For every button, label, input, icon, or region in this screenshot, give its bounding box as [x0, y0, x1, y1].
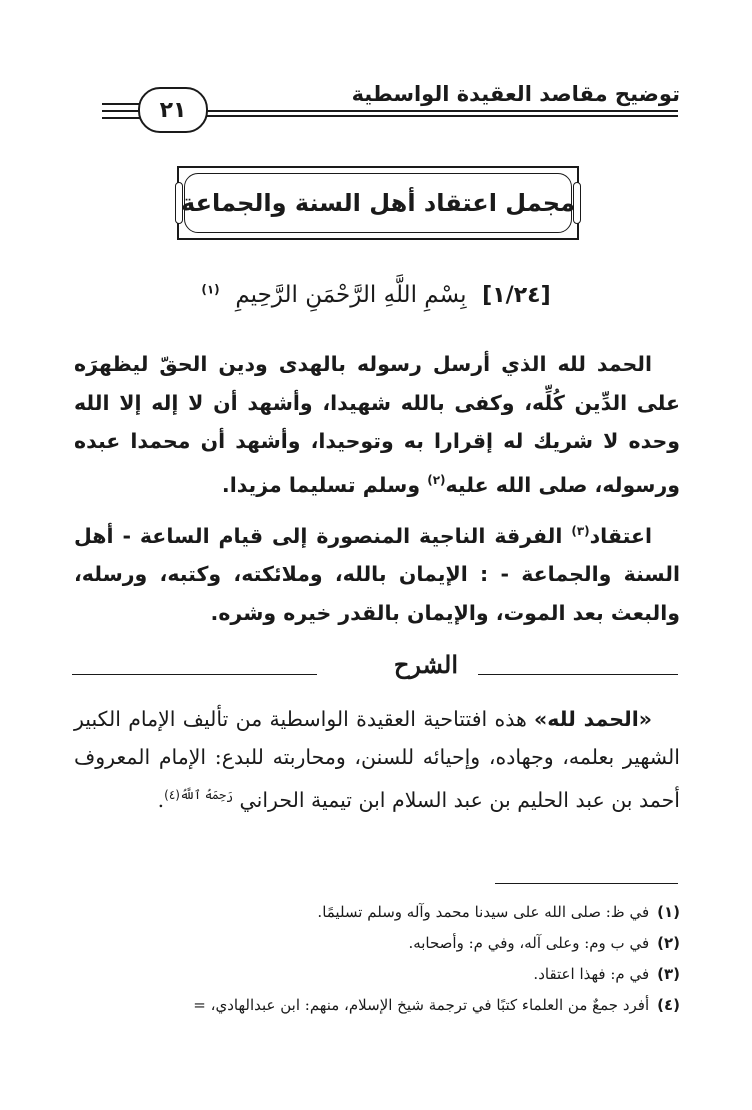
sharh-text-end: .: [157, 787, 165, 812]
footnote-text: في ب وم: وعلى آله، وفي م: وأصحابه.: [408, 934, 650, 952]
sharh-text: هذه افتتاحية العقيدة الواسطية من تأليف الإمام الكبير الشهير بعلمه، وجهاده، وإحيائه للسنن، ومحاربته للبدع: الإمام المعروف أحمد بن عبد الحليم بن عبد السلام ابن تيمية الحراني: [74, 707, 680, 812]
footnote-4: [74, 990, 680, 1021]
footnote-marker: (٢): [427, 472, 446, 487]
chapter-title-inner-frame: [181, 173, 575, 233]
footnote-text: في م: فهذا اعتقاد.: [533, 965, 650, 983]
running-title: توضيح مقاصد العقيدة الواسطية: [351, 82, 680, 106]
footnote-rule: [495, 883, 678, 884]
chapter-title: مجمل اعتقاد أهل السنة والجماعة: [181, 189, 575, 217]
footnote-2: [74, 928, 680, 959]
footnote-text: في ظ: صلى الله على سيدنا محمد وآله وسلم تسليمًا.: [317, 903, 650, 921]
matn-text-start: اعتقاد: [589, 523, 652, 548]
footnotes: [74, 897, 680, 1021]
footnote-marker: (٤): [164, 788, 180, 802]
chapter-title-frame: [177, 166, 579, 240]
matn-text-end: وسلم تسليما مزيدا.: [221, 472, 428, 497]
footnote-number: (٣): [657, 965, 680, 983]
separator-rule-right: [478, 674, 678, 675]
footnote-3: [74, 959, 680, 990]
matn-paragraph-1: [74, 345, 680, 504]
footnote-marker: (٣): [571, 524, 590, 538]
page-number: ٢١: [159, 97, 187, 123]
matn-text: الفرقة الناجية المنصورة إلى قيام الساعة - أهل السنة والجماعة - : الإيمان بالله، وملائكته، وكتبه، ورسله، والبعث بعد الموت، والإيمان بالقدر خيره وشره.: [74, 523, 680, 625]
footnote-number: (٢): [657, 934, 680, 952]
page-number-rule-left-middle: [102, 110, 142, 112]
quoted-phrase: «الحمد لله»: [534, 707, 652, 731]
page-number-rule-left-bottom: [102, 117, 142, 119]
footnote-number: (١): [657, 903, 680, 921]
sharh-paragraph: [74, 700, 680, 819]
basmala-text: بِسْمِ اللَّهِ الرَّحْمَنِ الرَّحِيمِ: [235, 282, 467, 308]
footnote-text: أفرد جمعٌ من العلماء كتبًا في ترجمة شيخ الإسلام، منهم: ابن عبدالهادي، =: [193, 996, 650, 1014]
page-number-rule-left-top: [102, 103, 142, 105]
header-rule-double: [200, 115, 678, 117]
honorific-glyph: رَحِمَهُ ٱللَّهُ: [179, 788, 234, 802]
footnote-marker: (١): [201, 282, 220, 297]
page-number-badge: [138, 87, 208, 133]
separator-rule-left: [72, 674, 317, 675]
section-reference: [١/٢٤]: [482, 283, 551, 308]
matn-paragraph-2: [74, 512, 680, 632]
footnote-number: (٤): [657, 996, 680, 1014]
sharh-heading: الشرح: [393, 650, 458, 679]
basmala-line: [100, 282, 652, 308]
footnote-1: [74, 897, 680, 928]
sharh-separator: [72, 650, 678, 684]
header-rule: [200, 110, 678, 112]
matn-text: الحمد لله الذي أرسل رسوله بالهدى ودين الحقّ ليظهرَه على الدِّين كُلِّه، وكفى بالله شهيدا، وأشهد أن لا إله إلا الله وحده لا شريك له إقرارا به وتوحيدا، وأشهد أن محمدا عبده ورسوله، صلى الله عليه: [74, 352, 680, 497]
